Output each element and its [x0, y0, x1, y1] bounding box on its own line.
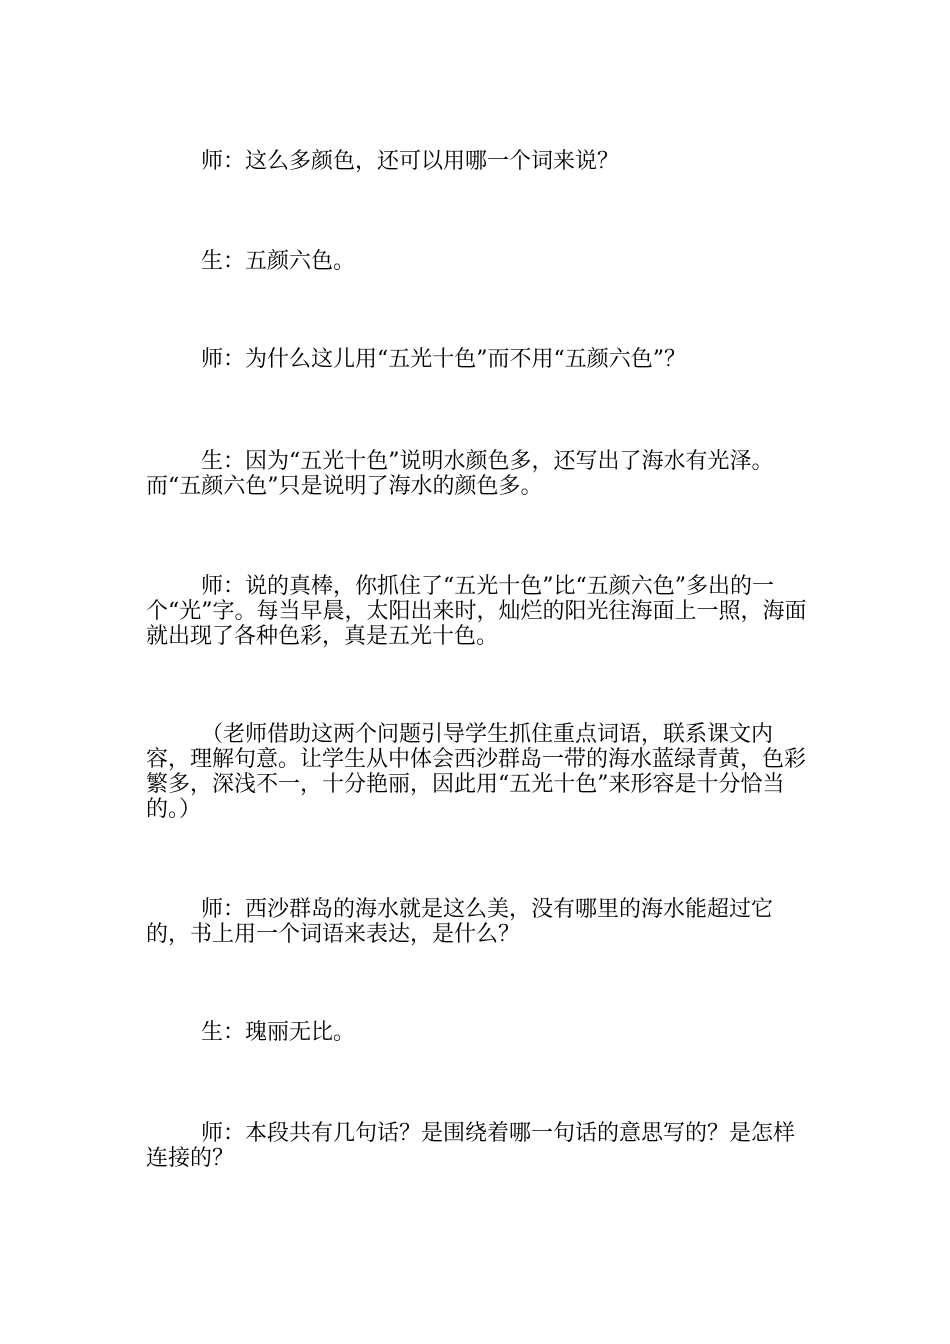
- paragraph-student-answer-3: 生：瑰丽无比。: [201, 1020, 356, 1045]
- paragraph-teacher-question-2: 师：为什么这儿用“五光十色”而不用“五颜六色”？: [201, 347, 686, 372]
- paragraph-teaching-note: （老师借助这两个问题引导学生抓住重点词语，联系课文内容，理解句意。让学生从中体会西沙群岛一带的海水蓝绿青黄，色彩繁多，深浅不一，十分艳丽，因此用“五光十色”来形容是十分恰当的。）: [146, 722, 807, 822]
- paragraph-teacher-question-3: 师：西沙群岛的海水就是这么美，没有哪里的海水能超过它的，书上用一个词语来表达，是什么？: [146, 897, 774, 947]
- paragraph-student-answer-1: 生：五颜六色。: [201, 249, 356, 274]
- paragraph-teacher-remark-1: 师：说的真棒，你抓住了“五光十色”比“五颜六色”多出的一个“光”字。每当早晨，太阳出来时，灿烂的阳光往海面上一照，海面就出现了各种色彩，真是五光十色。: [146, 574, 807, 649]
- paragraph-teacher-question-4: 师：本段共有几句话？是围绕着哪一句话的意思写的？是怎样连接的？: [146, 1121, 796, 1171]
- paragraph-student-answer-2: 生：因为“五光十色”说明水颜色多，还写出了海水有光泽。而“五颜六色”只是说明了海水的颜色多。: [146, 449, 774, 499]
- paragraph-teacher-question-1: 师：这么多颜色，还可以用哪一个词来说？: [201, 149, 620, 174]
